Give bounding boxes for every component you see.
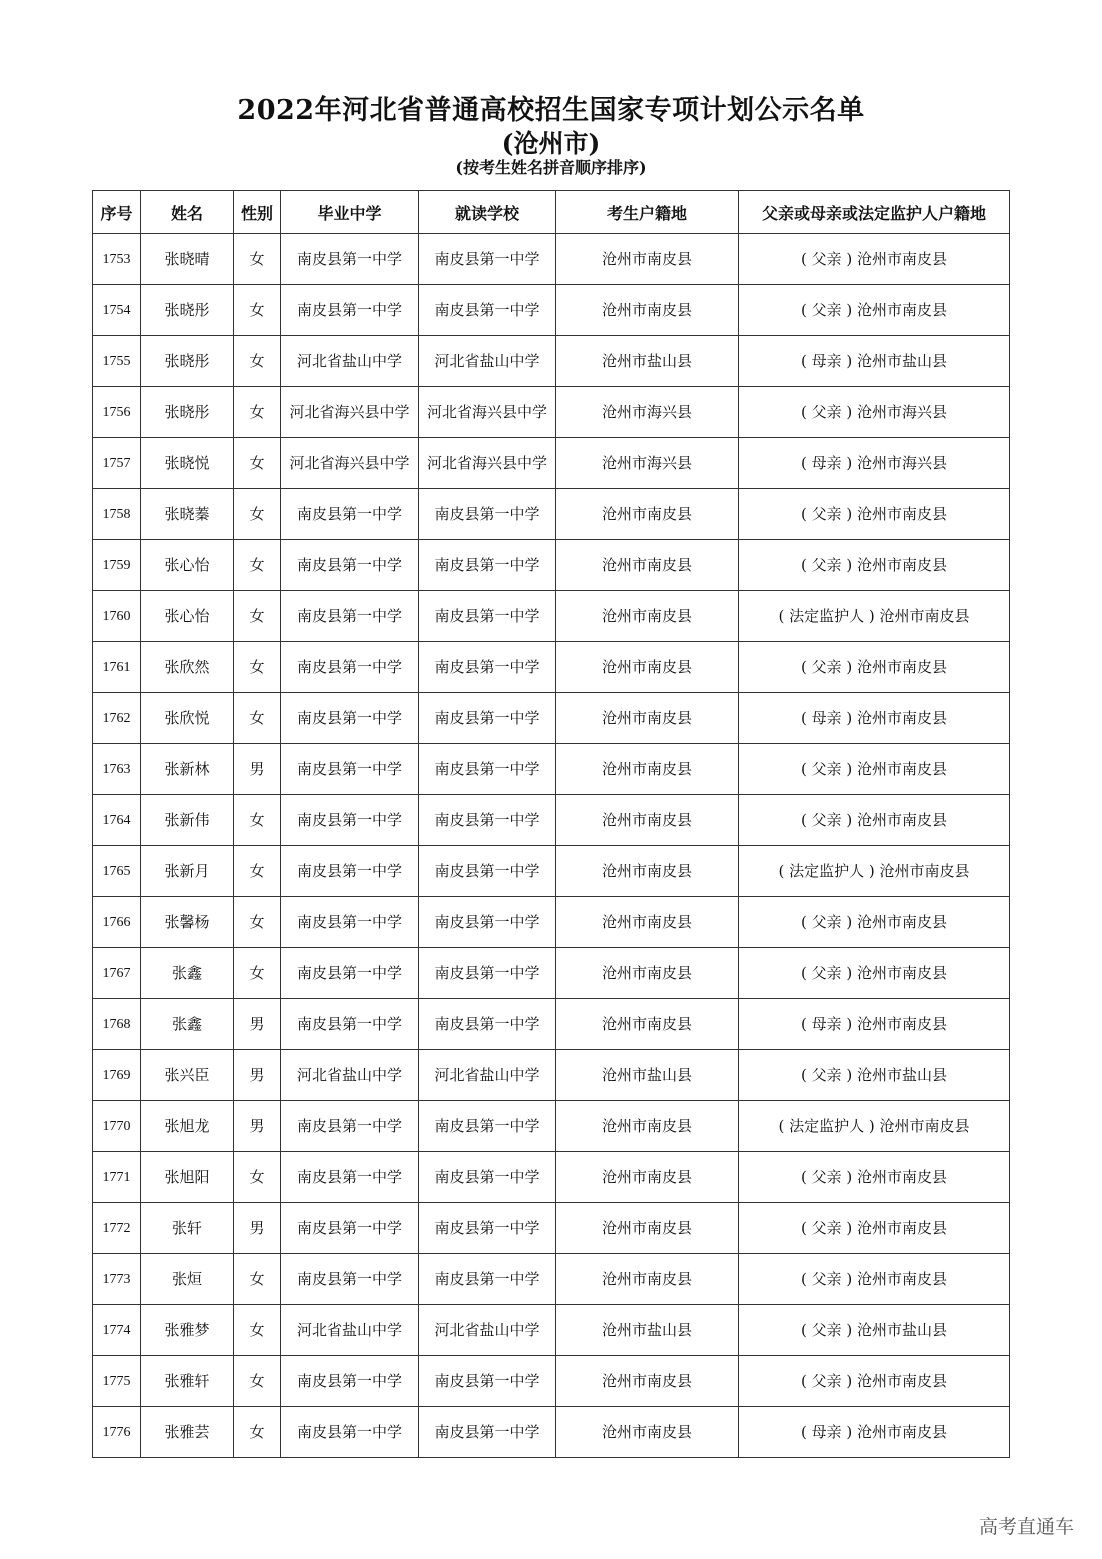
row-name: 张鑫 [141,948,234,999]
row-index: 1753 [93,234,141,285]
row-student-residence: 沧州市海兴县 [556,387,739,438]
row-index: 1771 [93,1152,141,1203]
row-name: 张新月 [141,846,234,897]
table-row [93,642,1010,693]
roster-table [92,190,1010,1458]
row-gender: 女 [234,1356,281,1407]
row-graduated-school: 南皮县第一中学 [281,1203,419,1254]
row-index: 1762 [93,693,141,744]
row-current-school: 河北省盐山中学 [419,336,556,387]
table-row [93,1203,1010,1254]
row-graduated-school: 河北省盐山中学 [281,336,419,387]
table-row [93,1254,1010,1305]
row-guardian-residence: ( 父亲 ) 沧州市南皮县 [739,540,1010,591]
row-name: 张新林 [141,744,234,795]
row-name: 张烜 [141,1254,234,1305]
row-name: 张晓彤 [141,387,234,438]
row-guardian-residence: ( 法定监护人 ) 沧州市南皮县 [739,846,1010,897]
table-row [93,744,1010,795]
sort-note: (按考生姓名拼音顺序排序) [455,158,647,177]
row-student-residence: 沧州市南皮县 [556,897,739,948]
row-graduated-school: 南皮县第一中学 [281,1356,419,1407]
row-gender: 女 [234,387,281,438]
row-index: 1759 [93,540,141,591]
row-graduated-school: 南皮县第一中学 [281,999,419,1050]
row-guardian-residence: ( 法定监护人 ) 沧州市南皮县 [739,591,1010,642]
row-name: 张雅轩 [141,1356,234,1407]
table-row [93,693,1010,744]
row-graduated-school: 南皮县第一中学 [281,540,419,591]
row-name: 张晓晴 [141,234,234,285]
row-current-school: 南皮县第一中学 [419,1254,556,1305]
row-guardian-residence: ( 父亲 ) 沧州市南皮县 [739,1254,1010,1305]
row-name: 张心怡 [141,591,234,642]
row-name: 张晓蓁 [141,489,234,540]
row-gender: 女 [234,897,281,948]
row-gender: 女 [234,642,281,693]
row-student-residence: 沧州市盐山县 [556,1305,739,1356]
row-student-residence: 沧州市南皮县 [556,846,739,897]
row-current-school: 南皮县第一中学 [419,999,556,1050]
table-row [93,1305,1010,1356]
row-guardian-residence: ( 父亲 ) 沧州市南皮县 [739,795,1010,846]
row-guardian-residence: ( 父亲 ) 沧州市南皮县 [739,897,1010,948]
table-body [93,234,1010,1458]
row-graduated-school: 南皮县第一中学 [281,285,419,336]
row-student-residence: 沧州市南皮县 [556,489,739,540]
row-name: 张旭龙 [141,1101,234,1152]
header-graduated-school: 毕业中学 [281,191,419,234]
row-index: 1757 [93,438,141,489]
row-graduated-school: 河北省海兴县中学 [281,438,419,489]
row-graduated-school: 南皮县第一中学 [281,693,419,744]
table-row [93,795,1010,846]
table-row [93,234,1010,285]
row-guardian-residence: ( 父亲 ) 沧州市南皮县 [739,1152,1010,1203]
row-guardian-residence: ( 父亲 ) 沧州市南皮县 [739,1203,1010,1254]
document-subtitle: (沧州市) [501,129,601,158]
row-guardian-residence: ( 父亲 ) 沧州市盐山县 [739,1305,1010,1356]
table-row [93,1407,1010,1458]
row-student-residence: 沧州市南皮县 [556,1407,739,1458]
row-current-school: 南皮县第一中学 [419,897,556,948]
row-name: 张晓彤 [141,285,234,336]
row-current-school: 南皮县第一中学 [419,591,556,642]
table-row [93,948,1010,999]
row-student-residence: 沧州市盐山县 [556,336,739,387]
row-name: 张馨杨 [141,897,234,948]
row-name: 张鑫 [141,999,234,1050]
table-row [93,999,1010,1050]
row-gender: 男 [234,999,281,1050]
row-current-school: 河北省盐山中学 [419,1305,556,1356]
header-gender: 性别 [234,191,281,234]
row-index: 1755 [93,336,141,387]
row-name: 张雅梦 [141,1305,234,1356]
row-guardian-residence: ( 父亲 ) 沧州市盐山县 [739,1050,1010,1101]
row-index: 1769 [93,1050,141,1101]
row-student-residence: 沧州市南皮县 [556,1101,739,1152]
row-graduated-school: 南皮县第一中学 [281,744,419,795]
row-guardian-residence: ( 父亲 ) 沧州市海兴县 [739,387,1010,438]
row-current-school: 南皮县第一中学 [419,744,556,795]
row-index: 1776 [93,1407,141,1458]
row-name: 张欣然 [141,642,234,693]
row-guardian-residence: ( 母亲 ) 沧州市海兴县 [739,438,1010,489]
row-gender: 男 [234,1050,281,1101]
header-current-school: 就读学校 [419,191,556,234]
row-name: 张欣悦 [141,693,234,744]
row-graduated-school: 南皮县第一中学 [281,795,419,846]
row-index: 1758 [93,489,141,540]
row-graduated-school: 河北省盐山中学 [281,1305,419,1356]
row-student-residence: 沧州市南皮县 [556,591,739,642]
table-row [93,540,1010,591]
row-current-school: 河北省盐山中学 [419,1050,556,1101]
row-gender: 女 [234,1305,281,1356]
table-row [93,846,1010,897]
row-student-residence: 沧州市南皮县 [556,795,739,846]
row-graduated-school: 南皮县第一中学 [281,897,419,948]
row-current-school: 南皮县第一中学 [419,1101,556,1152]
header-index: 序号 [93,191,141,234]
row-guardian-residence: ( 父亲 ) 沧州市南皮县 [739,642,1010,693]
row-student-residence: 沧州市南皮县 [556,1203,739,1254]
row-gender: 女 [234,234,281,285]
table-row [93,387,1010,438]
row-index: 1756 [93,387,141,438]
row-gender: 女 [234,336,281,387]
row-current-school: 南皮县第一中学 [419,285,556,336]
row-graduated-school: 南皮县第一中学 [281,948,419,999]
row-student-residence: 沧州市南皮县 [556,1152,739,1203]
row-guardian-residence: ( 父亲 ) 沧州市南皮县 [739,285,1010,336]
row-graduated-school: 南皮县第一中学 [281,642,419,693]
row-index: 1767 [93,948,141,999]
watermark: 高考直通车 [978,1516,1074,1538]
row-current-school: 南皮县第一中学 [419,540,556,591]
row-student-residence: 沧州市南皮县 [556,642,739,693]
row-student-residence: 沧州市南皮县 [556,1356,739,1407]
row-index: 1773 [93,1254,141,1305]
table-row [93,489,1010,540]
row-gender: 女 [234,489,281,540]
row-current-school: 南皮县第一中学 [419,795,556,846]
row-gender: 女 [234,591,281,642]
row-gender: 女 [234,1407,281,1458]
row-index: 1760 [93,591,141,642]
table-row [93,1356,1010,1407]
row-index: 1775 [93,1356,141,1407]
row-current-school: 南皮县第一中学 [419,1152,556,1203]
row-gender: 女 [234,846,281,897]
row-student-residence: 沧州市南皮县 [556,948,739,999]
row-name: 张晓悦 [141,438,234,489]
row-guardian-residence: ( 父亲 ) 沧州市南皮县 [739,744,1010,795]
row-name: 张旭阳 [141,1152,234,1203]
row-student-residence: 沧州市南皮县 [556,999,739,1050]
row-guardian-residence: ( 法定监护人 ) 沧州市南皮县 [739,1101,1010,1152]
row-student-residence: 沧州市盐山县 [556,1050,739,1101]
row-graduated-school: 南皮县第一中学 [281,489,419,540]
row-graduated-school: 南皮县第一中学 [281,234,419,285]
row-student-residence: 沧州市南皮县 [556,693,739,744]
row-gender: 女 [234,285,281,336]
row-current-school: 南皮县第一中学 [419,846,556,897]
row-name: 张晓彤 [141,336,234,387]
table-row [93,336,1010,387]
row-index: 1764 [93,795,141,846]
header-row [93,191,1010,234]
row-index: 1768 [93,999,141,1050]
row-graduated-school: 南皮县第一中学 [281,846,419,897]
row-graduated-school: 南皮县第一中学 [281,1407,419,1458]
row-gender: 女 [234,1152,281,1203]
row-guardian-residence: ( 母亲 ) 沧州市盐山县 [739,336,1010,387]
row-name: 张新伟 [141,795,234,846]
row-index: 1766 [93,897,141,948]
row-gender: 女 [234,948,281,999]
row-gender: 男 [234,1101,281,1152]
row-gender: 女 [234,438,281,489]
row-name: 张心怡 [141,540,234,591]
header-student-residence: 考生户籍地 [556,191,739,234]
row-current-school: 南皮县第一中学 [419,1203,556,1254]
row-graduated-school: 南皮县第一中学 [281,1254,419,1305]
header-guardian-residence: 父亲或母亲或法定监护人户籍地 [739,191,1010,234]
row-guardian-residence: ( 父亲 ) 沧州市南皮县 [739,1356,1010,1407]
table-row [93,285,1010,336]
row-current-school: 河北省海兴县中学 [419,438,556,489]
row-graduated-school: 南皮县第一中学 [281,591,419,642]
row-student-residence: 沧州市南皮县 [556,744,739,795]
row-guardian-residence: ( 父亲 ) 沧州市南皮县 [739,234,1010,285]
row-graduated-school: 河北省盐山中学 [281,1050,419,1101]
row-graduated-school: 南皮县第一中学 [281,1101,419,1152]
row-index: 1774 [93,1305,141,1356]
row-student-residence: 沧州市南皮县 [556,234,739,285]
table-row [93,438,1010,489]
row-current-school: 南皮县第一中学 [419,642,556,693]
row-guardian-residence: ( 父亲 ) 沧州市南皮县 [739,948,1010,999]
row-student-residence: 沧州市南皮县 [556,1254,739,1305]
table-row [93,1101,1010,1152]
row-name: 张雅芸 [141,1407,234,1458]
row-gender: 女 [234,540,281,591]
document-title: 2022年河北省普通高校招生国家专项计划公示名单 [237,95,865,126]
row-index: 1761 [93,642,141,693]
table-row [93,1152,1010,1203]
row-current-school: 南皮县第一中学 [419,234,556,285]
row-student-residence: 沧州市南皮县 [556,540,739,591]
row-guardian-residence: ( 父亲 ) 沧州市南皮县 [739,489,1010,540]
row-guardian-residence: ( 母亲 ) 沧州市南皮县 [739,1407,1010,1458]
row-index: 1763 [93,744,141,795]
row-current-school: 南皮县第一中学 [419,489,556,540]
table-row [93,897,1010,948]
row-guardian-residence: ( 母亲 ) 沧州市南皮县 [739,693,1010,744]
row-index: 1772 [93,1203,141,1254]
row-gender: 男 [234,744,281,795]
table-row [93,591,1010,642]
row-index: 1754 [93,285,141,336]
row-gender: 男 [234,1203,281,1254]
row-guardian-residence: ( 母亲 ) 沧州市南皮县 [739,999,1010,1050]
row-index: 1770 [93,1101,141,1152]
row-student-residence: 沧州市南皮县 [556,285,739,336]
row-current-school: 南皮县第一中学 [419,693,556,744]
row-gender: 女 [234,795,281,846]
header-name: 姓名 [141,191,234,234]
row-index: 1765 [93,846,141,897]
row-current-school: 南皮县第一中学 [419,1407,556,1458]
row-graduated-school: 河北省海兴县中学 [281,387,419,438]
row-gender: 女 [234,693,281,744]
row-graduated-school: 南皮县第一中学 [281,1152,419,1203]
row-current-school: 南皮县第一中学 [419,1356,556,1407]
table-row [93,1050,1010,1101]
row-current-school: 南皮县第一中学 [419,948,556,999]
row-name: 张轩 [141,1203,234,1254]
row-current-school: 河北省海兴县中学 [419,387,556,438]
row-name: 张兴臣 [141,1050,234,1101]
row-gender: 女 [234,1254,281,1305]
row-student-residence: 沧州市海兴县 [556,438,739,489]
